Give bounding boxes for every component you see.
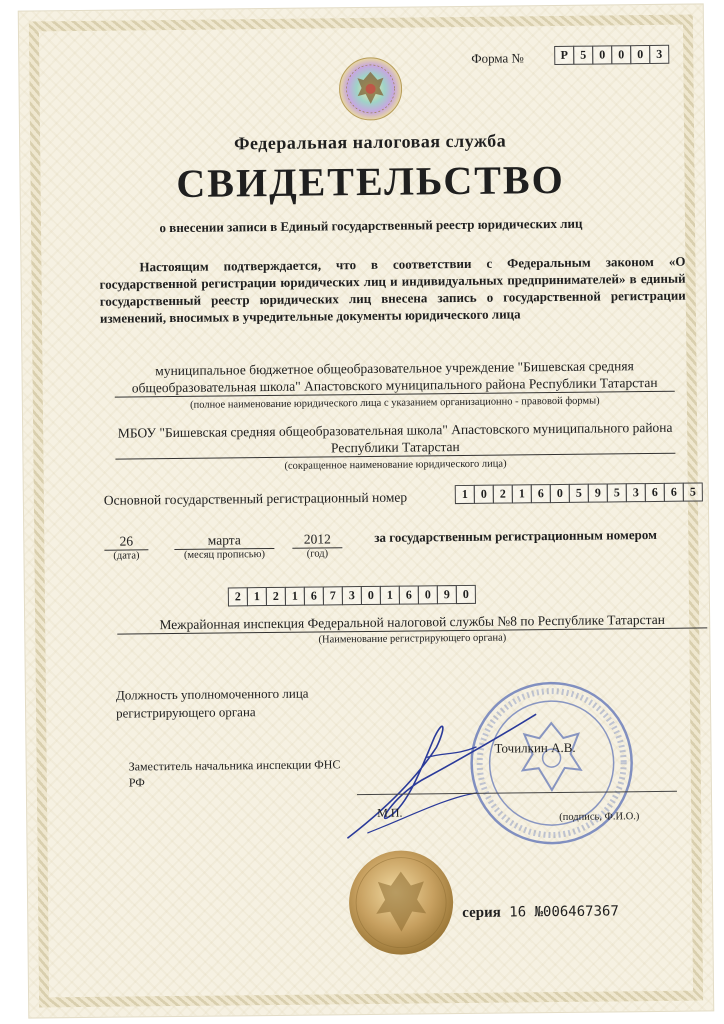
document-subtitle: о внесении записи в Единый государственный реестр юридических лиц (159, 215, 583, 236)
form-code-cell: 0 (592, 45, 612, 64)
ogrn-digit: 1 (455, 485, 475, 504)
gold-hologram-seal-icon (346, 847, 457, 958)
form-number-boxes (555, 45, 669, 65)
registration-year: 2012 (292, 530, 342, 549)
form-code-cell: 3 (649, 45, 669, 64)
ogrn-digit: 6 (645, 483, 665, 502)
signatory-name: Точилкин А.В. (494, 739, 576, 756)
registration-month: марта (174, 531, 274, 550)
ogrn-digit: 3 (626, 483, 646, 502)
ogrn-digit: 5 (569, 484, 589, 503)
ogrn-digit: 5 (607, 483, 627, 502)
agency-name: Федеральная налоговая служба (233, 130, 507, 154)
entity-full-name-caption: (полное наименование юридического лица с указанием организационно - правовой формы) (190, 395, 600, 411)
grn-digit: 2 (266, 587, 286, 606)
grn-digit: 1 (247, 587, 267, 606)
registration-day: 26 (104, 532, 148, 550)
ogrn-digit: 0 (474, 485, 494, 504)
grn-digit: 0 (361, 586, 381, 605)
grn-digit: 7 (323, 586, 343, 605)
serial-number (462, 903, 619, 922)
signature-caption: (подпись, Ф.И.О.) (559, 811, 640, 823)
registering-authority: Межрайонная инспекция Федеральной налоговой службы №8 по Республике Татарстан (117, 610, 707, 634)
ogrn-digit: 9 (588, 483, 608, 502)
form-number-label: Форма № (471, 50, 524, 66)
grn-digit: 2 (228, 587, 248, 606)
entity-short-name-caption: (сокращенное наименование юридического лица) (284, 458, 507, 472)
grn-digit: 1 (380, 586, 400, 605)
handwritten-signature-icon (326, 696, 548, 848)
holographic-emblem-icon (337, 56, 404, 123)
ogrn-digit: 2 (493, 484, 513, 503)
form-code-cell: 0 (611, 45, 631, 64)
form-code-cell: 0 (630, 45, 650, 64)
entity-full-name: муниципальное бюджетное общеобразовательное учреждение "Бишевская средняя общеобразовательная школа" Апастовского муниципального района Республики Татарстан (114, 357, 674, 398)
grn-digit: 6 (304, 586, 324, 605)
certificate-sheet (19, 4, 713, 1017)
document-number: №006467367 (534, 903, 619, 921)
registering-authority-caption: (Наименование регистрирующего органа) (318, 632, 507, 646)
signatory-position: Заместитель начальника инспекции ФНС РФ (128, 757, 341, 790)
ogrn-number-boxes (456, 482, 703, 504)
grn-label: за государственным регистрационным номером (374, 526, 658, 545)
form-code-cell: Р (554, 46, 574, 65)
grn-digit: 0 (418, 585, 438, 604)
ogrn-digit: 0 (550, 484, 570, 503)
ogrn-digit: 5 (683, 482, 703, 501)
ogrn-digit: 1 (512, 484, 532, 503)
entity-short-name: МБОУ "Бишевская средняя общеобразовательная школа" Апастовского муниципального района Республики Татарстан (115, 419, 675, 460)
grn-digit: 1 (285, 587, 305, 606)
body-paragraph: Настоящим подтверждается, что в соответствии с Федеральным законом «О государственной регистрации юридических лиц и индивидуальных предпринимателей» в единый государственный реестр юридических лиц внесена запись о государственной регистрации изменений, вносимых в учредительные документы юридического лица (99, 253, 686, 326)
grn-digit: 3 (342, 586, 362, 605)
ogrn-digit: 6 (531, 484, 551, 503)
ogrn-label: Основной государственный регистрационный номер (103, 489, 408, 508)
grn-number-boxes (229, 585, 476, 607)
grn-digit: 6 (399, 585, 419, 604)
series-label: серия (462, 904, 501, 922)
ogrn-digit: 6 (664, 483, 684, 502)
month-caption: (месяц прописью) (183, 549, 265, 561)
position-label: Должность уполномоченного лица регистрирующего органа (115, 685, 309, 721)
grn-digit: 9 (437, 585, 457, 604)
day-caption: (дата) (113, 550, 140, 562)
seal-place-label: М.П. (377, 805, 403, 820)
year-caption: (год) (306, 548, 329, 560)
grn-digit: 0 (456, 585, 476, 604)
document-title: СВИДЕТЕЛЬСТВО (176, 156, 565, 206)
series-code: 16 (509, 904, 527, 921)
form-code-cell: 5 (573, 46, 593, 65)
